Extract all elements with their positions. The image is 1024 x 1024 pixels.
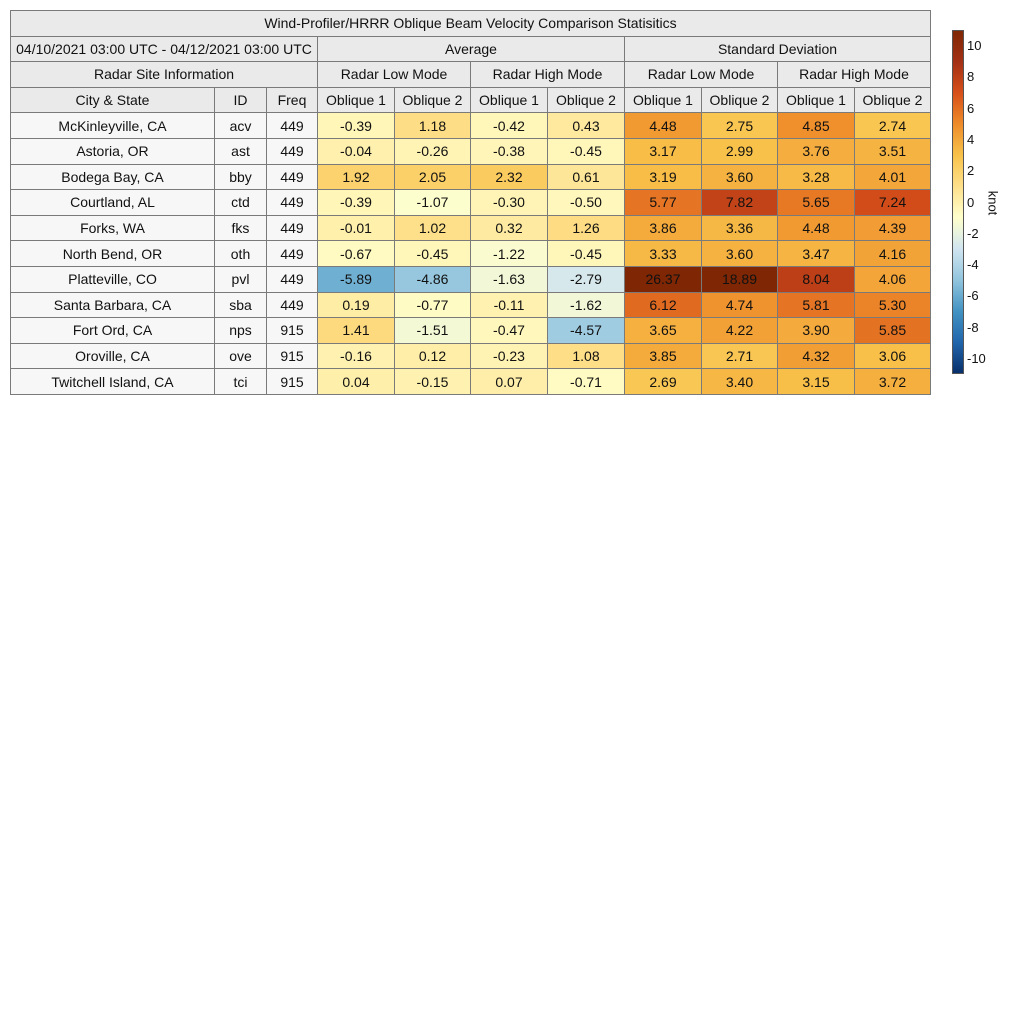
- average-value-cell: -0.39: [318, 190, 395, 216]
- table-row: [11, 292, 931, 318]
- table-row: [11, 241, 931, 267]
- average-value-cell: -0.16: [318, 343, 395, 369]
- std-value-cell: 3.19: [625, 164, 702, 190]
- col-header-city: City & State: [11, 87, 215, 113]
- std-value-cell: 4.48: [625, 113, 702, 139]
- site-city: Twitchell Island, CA: [11, 369, 215, 395]
- average-value-cell: -0.77: [395, 292, 471, 318]
- std-value-cell: 3.86: [625, 215, 702, 241]
- average-value-cell: -2.79: [548, 266, 625, 292]
- std-value-cell: 2.69: [625, 369, 702, 395]
- colorbar-tick-label: -8: [967, 319, 979, 335]
- colorbar-tick-label: -10: [967, 350, 986, 366]
- site-freq: 449: [267, 266, 318, 292]
- std-value-cell: 5.65: [778, 190, 855, 216]
- average-value-cell: -0.38: [471, 138, 548, 164]
- site-freq: 915: [267, 318, 318, 344]
- table-row: [11, 266, 931, 292]
- average-group-header: Average: [318, 36, 625, 62]
- average-value-cell: -0.30: [471, 190, 548, 216]
- col-header-std-low-oblique-2: Oblique 2: [702, 87, 778, 113]
- period-label: 04/10/2021 03:00 UTC - 04/12/2021 03:00 UTC: [11, 36, 318, 62]
- site-id: tci: [215, 369, 267, 395]
- site-freq: 449: [267, 215, 318, 241]
- average-value-cell: -0.15: [395, 369, 471, 395]
- std-value-cell: 3.60: [702, 164, 778, 190]
- table-row: [11, 164, 931, 190]
- average-value-cell: -1.07: [395, 190, 471, 216]
- colorbar-tick-label: -4: [967, 257, 979, 273]
- stats-table-container: [10, 10, 931, 395]
- std-value-cell: 3.33: [625, 241, 702, 267]
- std-value-cell: 3.65: [625, 318, 702, 344]
- colorbar-tick-label: 0: [967, 194, 975, 210]
- average-value-cell: 1.02: [395, 215, 471, 241]
- table-row: [11, 113, 931, 139]
- colorbar-tick-label: -6: [967, 288, 979, 304]
- average-value-cell: -0.26: [395, 138, 471, 164]
- table-row: [11, 215, 931, 241]
- table-row: [11, 190, 931, 216]
- std-value-cell: 4.85: [778, 113, 855, 139]
- site-city: Oroville, CA: [11, 343, 215, 369]
- site-id: ast: [215, 138, 267, 164]
- mode-header-avg-high: Radar High Mode: [471, 62, 625, 88]
- std-value-cell: 4.16: [855, 241, 931, 267]
- average-value-cell: 0.12: [395, 343, 471, 369]
- mode-header-std-high: Radar High Mode: [778, 62, 931, 88]
- table-row: [11, 343, 931, 369]
- average-value-cell: -0.04: [318, 138, 395, 164]
- average-value-cell: 1.26: [548, 215, 625, 241]
- col-header-std-high-oblique-1: Oblique 1: [778, 87, 855, 113]
- average-value-cell: -5.89: [318, 266, 395, 292]
- site-freq: 915: [267, 369, 318, 395]
- site-id: ove: [215, 343, 267, 369]
- average-value-cell: 0.07: [471, 369, 548, 395]
- std-group-header: Standard Deviation: [625, 36, 931, 62]
- average-value-cell: -1.22: [471, 241, 548, 267]
- colorbar-tick-label: 6: [967, 100, 975, 116]
- colorbar-tick-label: -2: [967, 225, 979, 241]
- std-value-cell: 3.40: [702, 369, 778, 395]
- std-value-cell: 5.30: [855, 292, 931, 318]
- col-header-avg-low-oblique-1: Oblique 1: [318, 87, 395, 113]
- std-value-cell: 18.89: [702, 266, 778, 292]
- col-header-avg-high-oblique-1: Oblique 1: [471, 87, 548, 113]
- site-city: Fort Ord, CA: [11, 318, 215, 344]
- average-value-cell: 1.41: [318, 318, 395, 344]
- average-value-cell: -1.51: [395, 318, 471, 344]
- table-body: [11, 113, 931, 395]
- colorbar-tick-label: 8: [967, 69, 975, 85]
- std-value-cell: 5.85: [855, 318, 931, 344]
- std-value-cell: 3.36: [702, 215, 778, 241]
- std-value-cell: 2.75: [702, 113, 778, 139]
- col-header-std-low-oblique-1: Oblique 1: [625, 87, 702, 113]
- std-value-cell: 5.81: [778, 292, 855, 318]
- std-value-cell: 26.37: [625, 266, 702, 292]
- std-value-cell: 3.76: [778, 138, 855, 164]
- std-value-cell: 3.06: [855, 343, 931, 369]
- std-value-cell: 7.82: [702, 190, 778, 216]
- col-header-std-high-oblique-2: Oblique 2: [855, 87, 931, 113]
- site-city: Santa Barbara, CA: [11, 292, 215, 318]
- std-value-cell: 3.60: [702, 241, 778, 267]
- site-id: oth: [215, 241, 267, 267]
- average-value-cell: 0.43: [548, 113, 625, 139]
- std-value-cell: 3.51: [855, 138, 931, 164]
- average-value-cell: -0.67: [318, 241, 395, 267]
- site-freq: 449: [267, 241, 318, 267]
- site-city: Astoria, OR: [11, 138, 215, 164]
- average-value-cell: -0.11: [471, 292, 548, 318]
- average-value-cell: 2.32: [471, 164, 548, 190]
- std-value-cell: 4.32: [778, 343, 855, 369]
- std-value-cell: 3.17: [625, 138, 702, 164]
- site-id: sba: [215, 292, 267, 318]
- std-value-cell: 4.39: [855, 215, 931, 241]
- colorbar-tick-label: 10: [967, 38, 982, 54]
- site-freq: 449: [267, 292, 318, 318]
- col-header-freq: Freq: [267, 87, 318, 113]
- table-row: [11, 138, 931, 164]
- std-value-cell: 4.48: [778, 215, 855, 241]
- site-freq: 449: [267, 190, 318, 216]
- average-value-cell: -0.45: [548, 241, 625, 267]
- std-value-cell: 7.24: [855, 190, 931, 216]
- col-header-avg-high-oblique-2: Oblique 2: [548, 87, 625, 113]
- site-id: pvl: [215, 266, 267, 292]
- site-id: bby: [215, 164, 267, 190]
- average-value-cell: 1.18: [395, 113, 471, 139]
- site-city: Forks, WA: [11, 215, 215, 241]
- average-value-cell: 0.19: [318, 292, 395, 318]
- std-value-cell: 3.28: [778, 164, 855, 190]
- site-freq: 449: [267, 138, 318, 164]
- table-row: [11, 369, 931, 395]
- average-value-cell: 0.04: [318, 369, 395, 395]
- std-value-cell: 4.06: [855, 266, 931, 292]
- average-value-cell: -4.57: [548, 318, 625, 344]
- site-id: fks: [215, 215, 267, 241]
- table-title: Wind-Profiler/HRRR Oblique Beam Velocity Comparison Statisitics: [11, 11, 931, 37]
- site-freq: 915: [267, 343, 318, 369]
- average-value-cell: -0.47: [471, 318, 548, 344]
- site-id: acv: [215, 113, 267, 139]
- average-value-cell: -0.45: [548, 138, 625, 164]
- average-value-cell: -0.50: [548, 190, 625, 216]
- site-city: Bodega Bay, CA: [11, 164, 215, 190]
- std-value-cell: 4.01: [855, 164, 931, 190]
- average-value-cell: -0.23: [471, 343, 548, 369]
- average-value-cell: -0.01: [318, 215, 395, 241]
- colorbar-tick-label: 2: [967, 163, 975, 179]
- std-value-cell: 3.47: [778, 241, 855, 267]
- col-header-avg-low-oblique-2: Oblique 2: [395, 87, 471, 113]
- std-value-cell: 2.74: [855, 113, 931, 139]
- site-city: Platteville, CO: [11, 266, 215, 292]
- site-info-header: Radar Site Information: [11, 62, 318, 88]
- std-value-cell: 5.77: [625, 190, 702, 216]
- average-value-cell: -0.39: [318, 113, 395, 139]
- mode-header-std-low: Radar Low Mode: [625, 62, 778, 88]
- site-id: ctd: [215, 190, 267, 216]
- std-value-cell: 3.72: [855, 369, 931, 395]
- average-value-cell: -1.62: [548, 292, 625, 318]
- std-value-cell: 4.74: [702, 292, 778, 318]
- site-id: nps: [215, 318, 267, 344]
- site-city: Courtland, AL: [11, 190, 215, 216]
- std-value-cell: 2.71: [702, 343, 778, 369]
- col-header-id: ID: [215, 87, 267, 113]
- average-value-cell: -4.86: [395, 266, 471, 292]
- std-value-cell: 2.99: [702, 138, 778, 164]
- average-value-cell: 2.05: [395, 164, 471, 190]
- std-value-cell: 4.22: [702, 318, 778, 344]
- site-freq: 449: [267, 164, 318, 190]
- colorbar-unit-label: knot: [985, 190, 1001, 216]
- average-value-cell: -0.45: [395, 241, 471, 267]
- average-value-cell: -0.42: [471, 113, 548, 139]
- std-value-cell: 3.85: [625, 343, 702, 369]
- mode-header-avg-low: Radar Low Mode: [318, 62, 471, 88]
- average-value-cell: 0.32: [471, 215, 548, 241]
- average-value-cell: -1.63: [471, 266, 548, 292]
- std-value-cell: 3.15: [778, 369, 855, 395]
- colorbar: [952, 30, 964, 374]
- site-city: McKinleyville, CA: [11, 113, 215, 139]
- std-value-cell: 8.04: [778, 266, 855, 292]
- site-city: North Bend, OR: [11, 241, 215, 267]
- average-value-cell: -0.71: [548, 369, 625, 395]
- site-freq: 449: [267, 113, 318, 139]
- average-value-cell: 1.08: [548, 343, 625, 369]
- colorbar-tick-label: 4: [967, 131, 975, 147]
- average-value-cell: 0.61: [548, 164, 625, 190]
- std-value-cell: 6.12: [625, 292, 702, 318]
- std-value-cell: 3.90: [778, 318, 855, 344]
- stats-table: [10, 10, 931, 395]
- average-value-cell: 1.92: [318, 164, 395, 190]
- table-row: [11, 318, 931, 344]
